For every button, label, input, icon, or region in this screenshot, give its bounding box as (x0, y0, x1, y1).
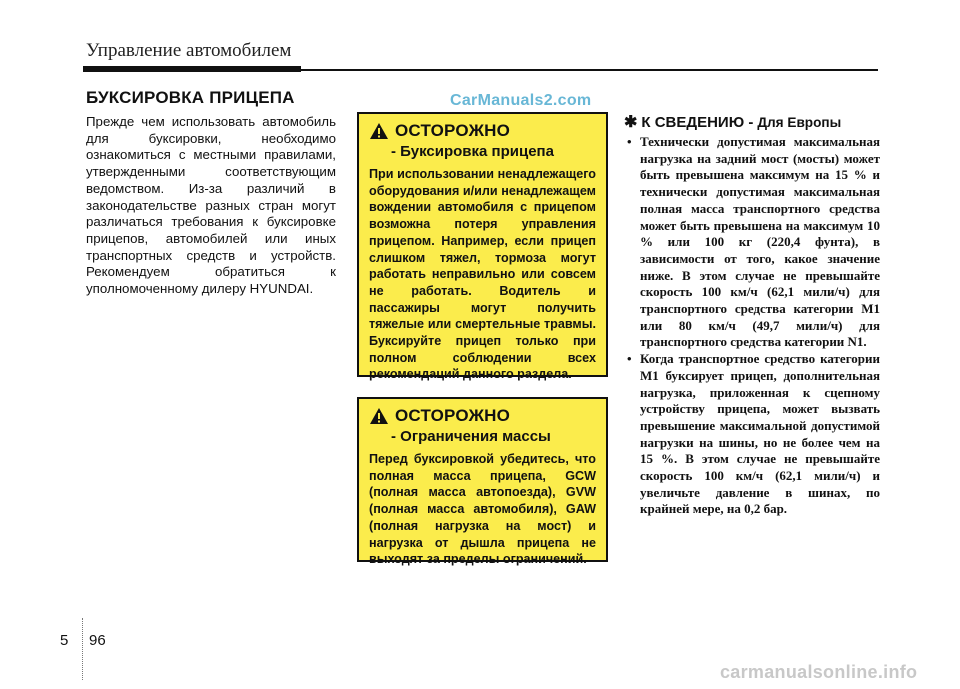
warning-box-mass (357, 397, 608, 567)
page-number: 96 (89, 632, 106, 649)
warning-body: При использовании ненадлежащего оборудования и/или ненадлежащем вождении автомобиля с прицепом возможна потеря управления прицепом. Например, если прицеп слишком тяжел, тормоза могут работать неправильно или совсем не работать. Водитель и пассажиры могут получить тяжелые или смертельные травмы. Буксируйте прицеп только при полном соблюдении всех рекомендаций данного раздела. (369, 167, 596, 382)
reference-subtitle: Для Европы (757, 115, 842, 130)
header-rule (83, 69, 878, 71)
chapter-number: 5 (60, 632, 69, 649)
list-item: • Технически допустимая максимальная нагрузка на задний мост (мосты) может быть превышена максимум на 15 % и технически допустимая максимальная полная масса транспортного средства может быть превышена на максимум 10 % или 100 кг (220,4 фунта), в зависимости от того, какое значение ниже. В этом случае не превышайте скорость 100 км/ч (62,1 мили/ч) для транспортного средства категории M1 или 80 км/ч (49,7 мили/ч) для транспортного средства категории N1. (624, 134, 880, 351)
warning-triangle-icon (369, 407, 389, 425)
reference-list (624, 134, 880, 518)
warning-subtitle: - Буксировка прицепа (391, 143, 554, 160)
warning-title: ОСТОРОЖНО (395, 406, 511, 425)
watermark-top: CarManuals2.com (450, 92, 592, 109)
watermark-bottom: carmanualsonline.info (720, 662, 918, 682)
warning-subtitle: - Ограничения массы (391, 428, 551, 445)
section-title: БУКСИРОВКА ПРИЦЕПА (86, 88, 295, 107)
warning-header (369, 406, 598, 426)
warning-header (369, 121, 598, 141)
page-divider (82, 618, 84, 680)
header-title: Управление автомобилем (86, 40, 292, 61)
warning-title: ОСТОРОЖНО (395, 121, 511, 140)
reference-title-text: К СВЕДЕНИЮ - (641, 114, 754, 131)
warning-box-trailer (357, 112, 608, 382)
intro-paragraph: Прежде чем использовать автомобиль для буксировки, необходимо ознакомиться с местными правилами, утвержденными соответствующим ведомством. Из-за различий в законодательстве разных стран могут различаться требования к буксировке прицепов, автомобилей или иных транспортных средств и устройств. Рекомендуем обратиться к уполномоченному дилеру HYUNDAI. (86, 114, 336, 297)
asterisk-icon: ✱ (624, 113, 638, 131)
warning-triangle-icon (369, 122, 389, 140)
list-item: • Когда транспортное средство категории M1 буксирует прицеп, дополнительная нагрузка, приложенная к сцепному устройству прицепа, может вызвать превышение максимальной допустимой нагрузки на шины, но не более чем на 15 %. В этом случае не превышайте скорость 100 км/ч (62,1 мили/ч) и увеличьте давление в шинах, по крайней мере, на 0,2 бар. (624, 351, 880, 518)
warning-body: Перед буксировкой убедитесь, что полная масса прицепа, GCW (полная масса автопоезда), GVW (полная масса автомобиля), GAW (полная нагрузка на мост) и нагрузка от дышла прицепа не выходят за пределы ограничений. (369, 452, 596, 567)
reference-title (624, 114, 841, 131)
